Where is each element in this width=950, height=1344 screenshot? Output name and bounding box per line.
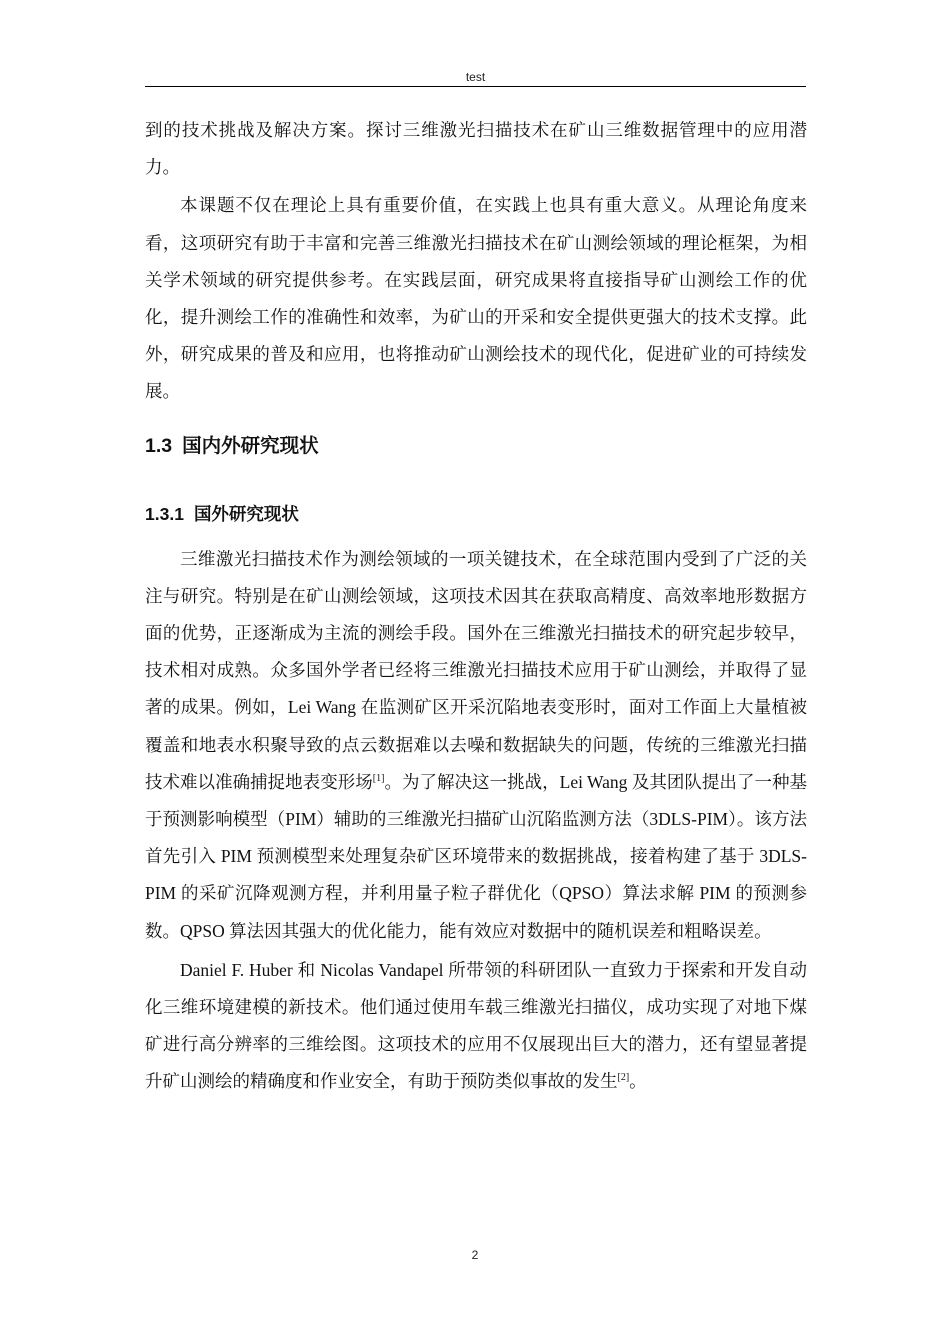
paragraph-text: 。 <box>629 1071 647 1092</box>
document-body <box>145 112 807 1101</box>
citation-2: [2] <box>617 1072 630 1084</box>
paragraph-text: 。为了解决这一挑战，Lei Wang 及其团队提出了一种基于预测影响模型（PIM）辅助的三维激光扫描矿山沉陷监测方法（3DLS-PIM）。该方法首先引入 PIM 预测模型来处理复杂矿区环境带来的数据挑战，接着构建了基于 3DLS-PIM 的采矿沉降观测方程，并利用量子粒子群优化（QPSO）算法求解 PIM 的预测参数。QPSO 算法因其强大的优化能力，能有效应对数据中的随机误差和粗略误差。 <box>145 771 808 941</box>
paragraph-text: Daniel F. Huber 和 Nicolas Vandapel 所带领的科研团队一直致力于探索和开发自动化三维环境建模的新技术。他们通过使用车载三维激光扫描仪，成功实现了对地下煤矿进行高分辨率的三维绘图。这项技术的应用不仅展现出巨大的潜力，还有望显著提升矿山测绘的精确度和作业安全，有助于预防类似事故的发生 <box>145 959 807 1092</box>
paragraph-text: 三维激光扫描技术作为测绘领域的一项关键技术，在全球范围内受到了广泛的关注与研究。特别是在矿山测绘领域，这项技术因其在获取高精度、高效率地形数据方面的优势，正逐渐成为主流的测绘手段。国外在三维激光扫描技术的研究起步较早，技术相对成熟。众多国外学者已经将三维激光扫描技术应用于矿山测绘，并取得了显著的成果。例如，Lei Wang 在监测矿区开采沉陷地表变形时，面对工作面上大量植被覆盖和地表水积聚导致的点云数据难以去噪和数据缺失的问题，传统的三维激光扫描技术难以准确捕捉地表变形场 <box>145 548 807 792</box>
section-number: 1.3 <box>145 434 173 457</box>
citation-1: [1] <box>372 772 385 784</box>
section-heading-1-3 <box>145 433 807 459</box>
subsection-heading-1-3-1 <box>145 502 807 526</box>
subsection-title: 国外研究现状 <box>193 503 299 524</box>
page-number: 2 <box>471 1248 479 1262</box>
paragraph-huber-vandapel <box>145 952 807 1101</box>
page-header <box>145 68 806 87</box>
section-title: 国内外研究现状 <box>182 434 319 457</box>
paragraph-significance: 本课题不仅在理论上具有重要价值，在实践上也具有重大意义。从理论角度来看，这项研究有助于丰富和完善三维激光扫描技术在矿山测绘领域的理论框架，为相关学术领域的研究提供参考。在实践层面，研究成果将直接指导矿山测绘工作的优化，提升测绘工作的准确性和效率，为矿山的开采和安全提供更强大的技术支撑。此外，研究成果的普及和应用，也将推动矿山测绘技术的现代化，促进矿业的可持续发展。 <box>145 195 807 402</box>
paragraph-foreign-research <box>145 541 807 950</box>
subsection-number: 1.3.1 <box>145 503 184 524</box>
paragraph-continuation: 到的技术挑战及解决方案。探讨三维激光扫描技术在矿山三维数据管理中的应用潜力。 <box>145 120 807 178</box>
header-title: test <box>465 70 486 84</box>
